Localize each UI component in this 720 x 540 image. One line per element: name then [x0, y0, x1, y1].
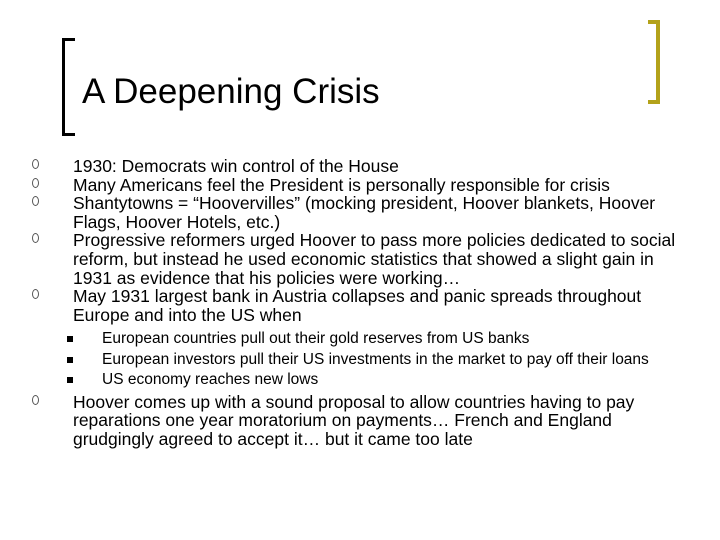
slide-title: A Deepening Crisis: [82, 72, 380, 111]
bullet-item: [0, 194, 720, 231]
title-right-bracket: [648, 20, 660, 104]
bullet-text: May 1931 largest bank in Austria collapses and panic spreads throughout Europe and into the US when: [73, 286, 642, 325]
bullet-text: Many Americans feel the President is personally responsible for crisis: [73, 174, 610, 195]
bullet-item: [0, 176, 720, 195]
hollow-circle-icon: [32, 395, 39, 405]
sub-bullet-text: European investors pull their US investments in the market to pay off their loans: [102, 350, 649, 368]
sub-bullet-text: European countries pull out their gold reserves from US banks: [102, 330, 530, 348]
bullet-text: 1930: Democrats win control of the House: [73, 156, 399, 176]
slide-content: [0, 157, 720, 449]
hollow-circle-icon: [32, 233, 39, 243]
hollow-circle-icon: [32, 196, 39, 206]
bullet-item: [0, 287, 720, 324]
sub-bullet-item: [0, 331, 720, 348]
hollow-circle-icon: [32, 178, 39, 188]
bullet-item: [0, 157, 720, 176]
bullet-item: [0, 393, 720, 449]
sub-bullet-item: [0, 372, 720, 389]
filled-square-icon: [67, 336, 73, 342]
sub-bullet-text: US economy reaches new lows: [102, 371, 319, 389]
bullet-item: [0, 231, 720, 287]
bullet-text: Hoover comes up with a sound proposal to allow countries having to pay reparations one year moratorium on payments… French and England grudgingly agreed to accept it… but it came too late: [73, 391, 635, 450]
sub-bullet-item: [0, 352, 720, 369]
bullet-text: Progressive reformers urged Hoover to pass more policies dedicated to social reform, but instead he used economic statistics that showed a slight gain in 1931 as evidence that his policies were working…: [73, 230, 676, 288]
bullet-text: Shantytowns = “Hoovervilles” (mocking president, Hoover blankets, Hoover Flags, Hoover Hotels, etc.): [73, 193, 656, 232]
title-left-bracket: [62, 38, 75, 136]
sub-bullet-list: [0, 331, 720, 389]
filled-square-icon: [67, 357, 73, 363]
hollow-circle-icon: [32, 159, 39, 169]
filled-square-icon: [67, 377, 73, 383]
hollow-circle-icon: [32, 289, 39, 299]
